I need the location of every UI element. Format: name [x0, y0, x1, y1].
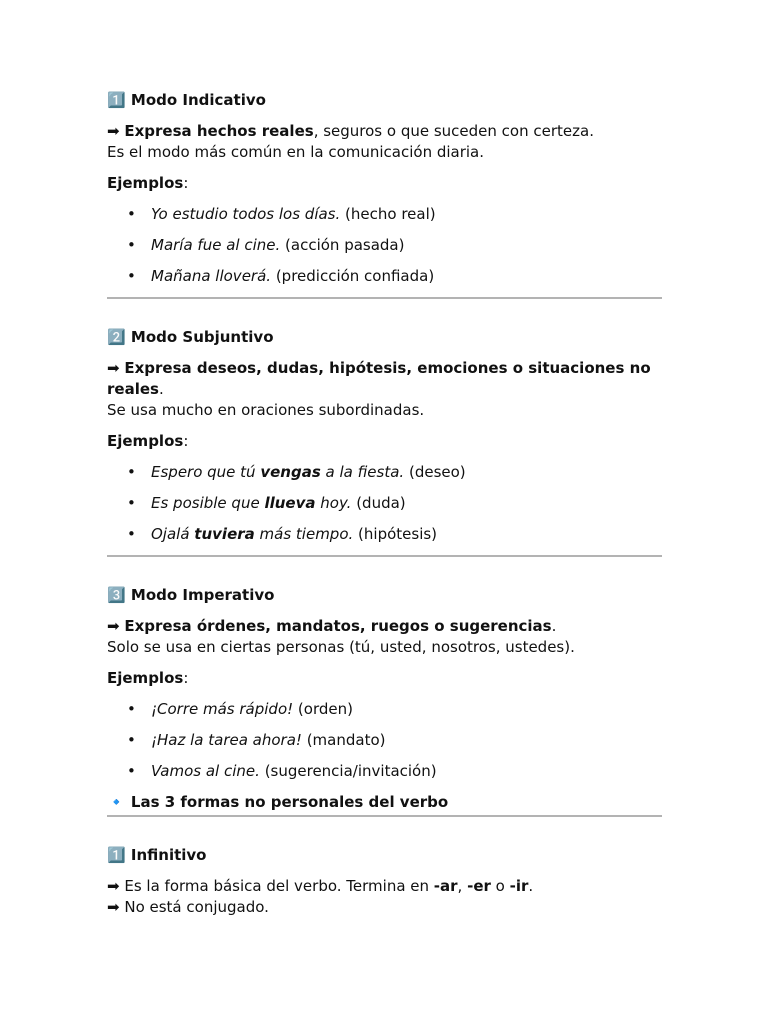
- description-rest: , seguros o que suceden con certeza.: [313, 122, 594, 140]
- bullet-icon: •: [127, 731, 136, 749]
- list-item: [107, 524, 663, 545]
- example-sentence: Vamos al cine.: [151, 762, 260, 780]
- section-heading: 2️⃣ Modo Subjuntivo: [107, 328, 274, 346]
- section-description: [107, 121, 663, 163]
- example-note: (hecho real): [340, 205, 436, 223]
- description-rest: .: [551, 617, 557, 635]
- example-post: a la fiesta.: [320, 463, 405, 481]
- period: .: [528, 877, 534, 895]
- bullet-icon: •: [127, 205, 136, 223]
- section-heading: 1️⃣ Infinitivo: [107, 846, 207, 864]
- description-line2: No está conjugado.: [119, 898, 269, 916]
- example-sentence: ¡Haz la tarea ahora!: [151, 731, 302, 749]
- separator: o: [490, 877, 510, 895]
- example-note: (duda): [351, 494, 406, 512]
- bullet-icon: •: [127, 525, 136, 543]
- arrow-icon: ➡: [107, 359, 120, 377]
- example-pre: Ojalá: [151, 525, 195, 543]
- example-note: (predicción confiada): [271, 267, 435, 285]
- list-item: [107, 761, 663, 782]
- section-modo-indicativo: [107, 90, 663, 287]
- example-verb: vengas: [260, 463, 321, 481]
- example-post: hoy.: [315, 494, 352, 512]
- bullet-icon: •: [127, 762, 136, 780]
- list-item: [107, 235, 663, 256]
- examples-label: [107, 173, 663, 194]
- examples-label-text: Ejemplos: [107, 174, 184, 192]
- arrow-icon: ➡: [107, 898, 120, 916]
- example-note: (deseo): [404, 463, 466, 481]
- example-note: (acción pasada): [280, 236, 405, 254]
- examples-colon: :: [183, 669, 189, 687]
- ending-ar: -ar: [433, 877, 458, 895]
- example-note: (sugerencia/invitación): [259, 762, 437, 780]
- list-item: [107, 266, 663, 287]
- examples-list: [107, 204, 663, 287]
- example-sentence: Yo estudio todos los días.: [151, 205, 341, 223]
- list-item: [107, 699, 663, 720]
- example-pre: Es posible que: [151, 494, 265, 512]
- arrow-icon: ➡: [107, 617, 120, 635]
- list-item: [107, 493, 663, 514]
- example-sentence: Mañana lloverá.: [151, 267, 272, 285]
- list-item: [107, 462, 663, 483]
- description-bold: Expresa deseos, dudas, hipótesis, emociones o situaciones no reales: [107, 359, 651, 398]
- example-verb: llueva: [264, 494, 316, 512]
- section-infinitivo: [107, 845, 663, 918]
- example-sentence: [151, 525, 353, 543]
- examples-label-text: Ejemplos: [107, 432, 184, 450]
- list-item: [107, 204, 663, 225]
- section-divider: [107, 555, 662, 557]
- bullet-icon: •: [127, 494, 136, 512]
- bullet-icon: •: [127, 236, 136, 254]
- example-sentence: ¡Corre más rápido!: [151, 700, 294, 718]
- description-rest: .: [158, 380, 164, 398]
- ending-er: -er: [467, 877, 491, 895]
- forms-title: 🔹 Las 3 formas no personales del verbo: [107, 793, 449, 811]
- description-text: Es la forma básica del verbo. Termina en: [119, 877, 434, 895]
- separator: ,: [457, 877, 468, 895]
- example-verb: tuviera: [194, 525, 255, 543]
- bullet-icon: •: [127, 267, 136, 285]
- ending-ir: -ir: [509, 877, 529, 895]
- arrow-icon: ➡: [107, 877, 120, 895]
- section-modo-subjuntivo: [107, 327, 663, 545]
- examples-list: [107, 699, 663, 782]
- section-description: [107, 358, 663, 421]
- section-heading: 3️⃣ Modo Imperativo: [107, 586, 275, 604]
- examples-label: [107, 431, 663, 452]
- example-sentence: [151, 463, 404, 481]
- example-note: (mandato): [301, 731, 386, 749]
- examples-colon: :: [183, 174, 189, 192]
- section-modo-imperativo: [107, 585, 663, 813]
- example-pre: Espero que tú: [151, 463, 261, 481]
- arrow-icon: ➡: [107, 122, 120, 140]
- section-divider: [107, 297, 662, 299]
- section-heading: 1️⃣ Modo Indicativo: [107, 91, 266, 109]
- examples-list: [107, 462, 663, 545]
- description-line2: Es el modo más común en la comunicación diaria.: [107, 143, 485, 161]
- section-divider: [107, 815, 662, 817]
- document-content: [107, 90, 663, 928]
- description-bold: Expresa hechos reales: [124, 122, 314, 140]
- example-note: (hipótesis): [353, 525, 438, 543]
- description-line2: Solo se usa en ciertas personas (tú, usted, nosotros, ustedes).: [107, 638, 575, 656]
- list-item: [107, 730, 663, 751]
- bullet-icon: •: [127, 463, 136, 481]
- example-sentence: [151, 494, 351, 512]
- bullet-icon: •: [127, 700, 136, 718]
- examples-label-text: Ejemplos: [107, 669, 184, 687]
- example-post: más tiempo.: [254, 525, 354, 543]
- section-description: [107, 876, 663, 918]
- description-line2: Se usa mucho en oraciones subordinadas.: [107, 401, 425, 419]
- example-sentence: María fue al cine.: [151, 236, 281, 254]
- description-bold: Expresa órdenes, mandatos, ruegos o sugerencias: [124, 617, 552, 635]
- examples-label: [107, 668, 663, 689]
- examples-colon: :: [183, 432, 189, 450]
- section-description: [107, 616, 663, 658]
- example-note: (orden): [293, 700, 353, 718]
